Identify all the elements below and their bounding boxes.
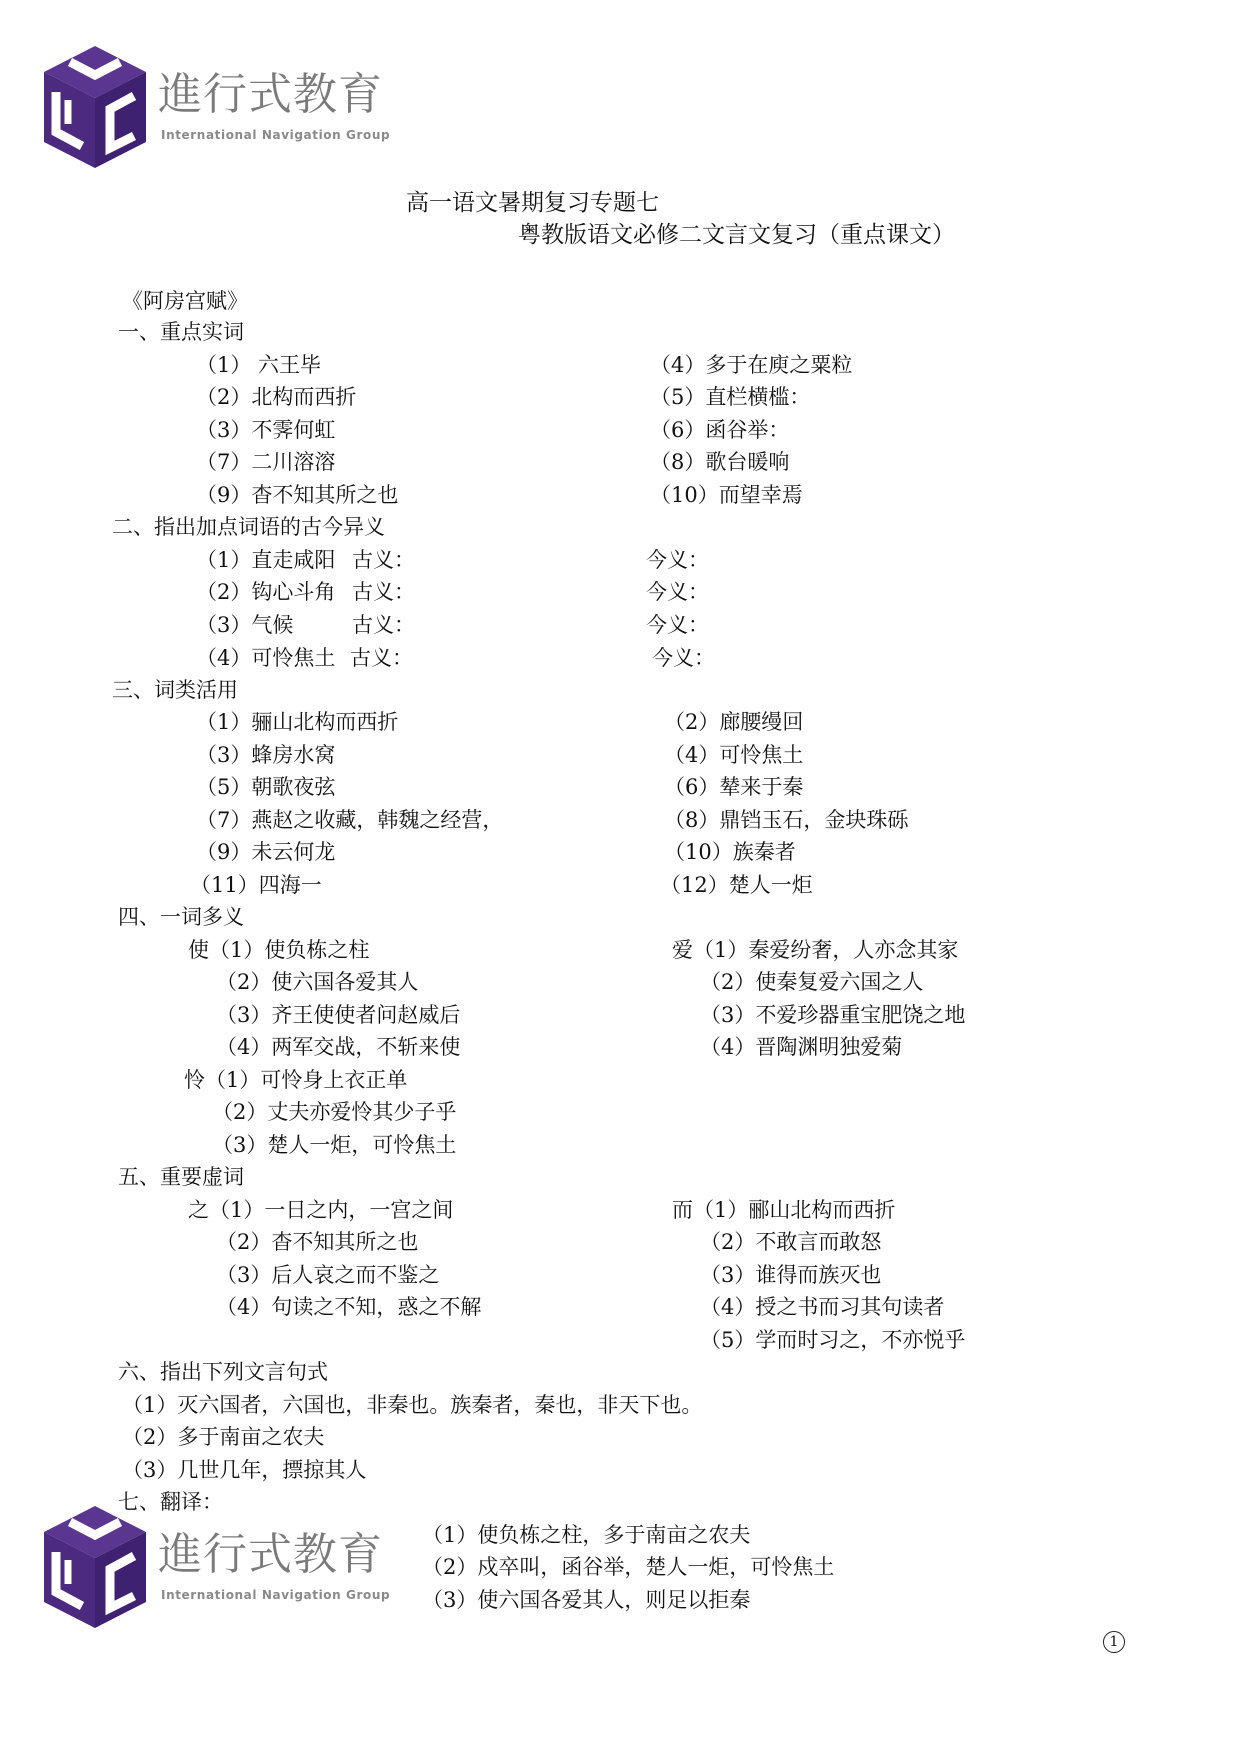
s4-lian-item: 怜（1）可怜身上衣正单 <box>184 1068 408 1092</box>
logo-name-cn: 進行式教育 <box>158 69 383 120</box>
section-heading-7: 七、翻译： <box>118 1490 223 1514</box>
section-heading-1: 一、重点实词 <box>118 320 244 344</box>
s2-gu-label: 古义： <box>352 613 415 637</box>
s5-er-item: （3）谁得而族灭也 <box>700 1263 882 1287</box>
s2-word: （1）直走咸阳 <box>196 548 336 572</box>
s6-item: （2）多于南亩之农夫 <box>122 1425 325 1449</box>
s1-right-item: （5）直栏横槛： <box>650 385 811 409</box>
s7-item: （3）使六国各爱其人，则足以拒秦 <box>422 1588 751 1612</box>
s1-right-item: （10）而望幸焉 <box>650 483 803 507</box>
s4-ai-item: （4）晋陶渊明独爱菊 <box>700 1035 903 1059</box>
logo-cube-icon <box>40 1500 150 1635</box>
s5-er-item: （4）授之书而习其句读者 <box>700 1295 945 1319</box>
s4-ai-item: 爱（1）秦爱纷奢，人亦念其家 <box>672 938 959 962</box>
s3-right-item: （6）辇来于秦 <box>664 775 804 799</box>
page-subtitle: 粤教版语文必修二文言文复习（重点课文） <box>518 222 955 248</box>
s1-left-item: （1） 六王毕 <box>196 353 322 377</box>
logo-bottom <box>40 1500 420 1635</box>
s4-ai-item: （3）不爱珍器重宝肥饶之地 <box>700 1003 966 1027</box>
s3-right-item: （8）鼎铛玉石，金块珠砾 <box>664 808 909 832</box>
logo-name-en: International Navigation Group <box>161 128 391 142</box>
s5-zhi-item: （4）句读之不知，惑之不解 <box>216 1295 482 1319</box>
s5-zhi-item: （2）杳不知其所之也 <box>216 1230 419 1254</box>
s2-jin-label: 今义： <box>646 580 709 604</box>
s5-er-item: 而（1）郦山北构而西折 <box>672 1198 896 1222</box>
s4-shi-item: （4）两军交战，不斩来使 <box>216 1035 461 1059</box>
s4-lian-item: （2）丈夫亦爱怜其少子乎 <box>212 1100 457 1124</box>
s2-word: （4）可怜焦土 <box>196 646 336 670</box>
s2-word: （2）钩心斗角 <box>196 580 336 604</box>
s2-jin-label: 今义： <box>652 646 715 670</box>
s4-shi-item: （2）使六国各爱其人 <box>216 970 419 994</box>
s4-shi-item: （3）齐王使使者问赵威后 <box>216 1003 461 1027</box>
s1-right-item: （8）歌台暖响 <box>650 450 790 474</box>
section-heading-2: 二、指出加点词语的古今异义 <box>112 515 385 539</box>
s7-item: （2）戍卒叫，函谷举，楚人一炬，可怜焦土 <box>422 1555 835 1579</box>
s4-lian-item: （3）楚人一炬，可怜焦土 <box>212 1133 457 1157</box>
s3-right-item: （10）族秦者 <box>664 840 796 864</box>
s5-zhi-item: （3）后人哀之而不鉴之 <box>216 1263 440 1287</box>
s3-right-item: （4）可怜焦土 <box>664 743 804 767</box>
s2-word: （3）气候 <box>196 613 294 637</box>
section-heading-4: 四、一词多义 <box>118 905 244 929</box>
s6-item: （3）几世几年，摽掠其人 <box>122 1458 367 1482</box>
s2-gu-label: 古义： <box>352 580 415 604</box>
section-heading-3: 三、词类活用 <box>112 678 238 702</box>
s4-shi-item: 使（1）使负栋之柱 <box>188 938 370 962</box>
s4-ai-item: （2）使秦复爱六国之人 <box>700 970 924 994</box>
s2-jin-label: 今义： <box>646 613 709 637</box>
s3-right-item: （12）楚人一炬 <box>660 873 813 897</box>
s3-left-item: （9）未云何龙 <box>196 840 336 864</box>
s1-left-item: （7）二川溶溶 <box>196 450 336 474</box>
s1-right-item: （6）函谷举： <box>650 418 790 442</box>
s3-left-item: （3）蜂房水窝 <box>196 743 336 767</box>
logo-name-en: International Navigation Group <box>161 1588 391 1602</box>
s2-gu-label: 古义： <box>352 548 415 572</box>
section-heading-5: 五、重要虚词 <box>118 1165 244 1189</box>
s1-left-item: （3）不霁何虹 <box>196 418 336 442</box>
s3-left-item: （7）燕赵之收藏，韩魏之经营， <box>196 808 504 832</box>
s3-left-item: （11）四海一 <box>190 873 322 897</box>
logo-top <box>40 40 420 175</box>
s6-item: （1）灭六国者，六国也，非秦也。族秦者，秦也，非天下也。 <box>122 1393 703 1417</box>
page-number: 1 <box>1103 1631 1125 1653</box>
s3-left-item: （1）骊山北构而西折 <box>196 710 399 734</box>
section-heading-6: 六、指出下列文言句式 <box>118 1360 328 1384</box>
s1-left-item: （9）杳不知其所之也 <box>196 483 399 507</box>
logo-name-cn: 進行式教育 <box>158 1529 383 1580</box>
s1-left-item: （2）北构而西折 <box>196 385 357 409</box>
logo-cube-icon <box>40 40 150 175</box>
s2-jin-label: 今义： <box>646 548 709 572</box>
s1-right-item: （4）多于在庾之粟粒 <box>650 353 853 377</box>
lesson-title: 《阿房宫赋》 <box>122 289 248 313</box>
s5-er-item: （5）学而时习之，不亦悦乎 <box>700 1328 966 1352</box>
s5-er-item: （2）不敢言而敢怒 <box>700 1230 882 1254</box>
s5-zhi-item: 之（1）一日之内，一宫之间 <box>188 1198 454 1222</box>
page-title: 高一语文暑期复习专题七 <box>406 190 659 216</box>
s7-item: （1）使负栋之柱，多于南亩之农夫 <box>422 1523 751 1547</box>
s3-left-item: （5）朝歌夜弦 <box>196 775 336 799</box>
s2-gu-label: 古义： <box>350 646 413 670</box>
s3-right-item: （2）廊腰缦回 <box>664 710 804 734</box>
